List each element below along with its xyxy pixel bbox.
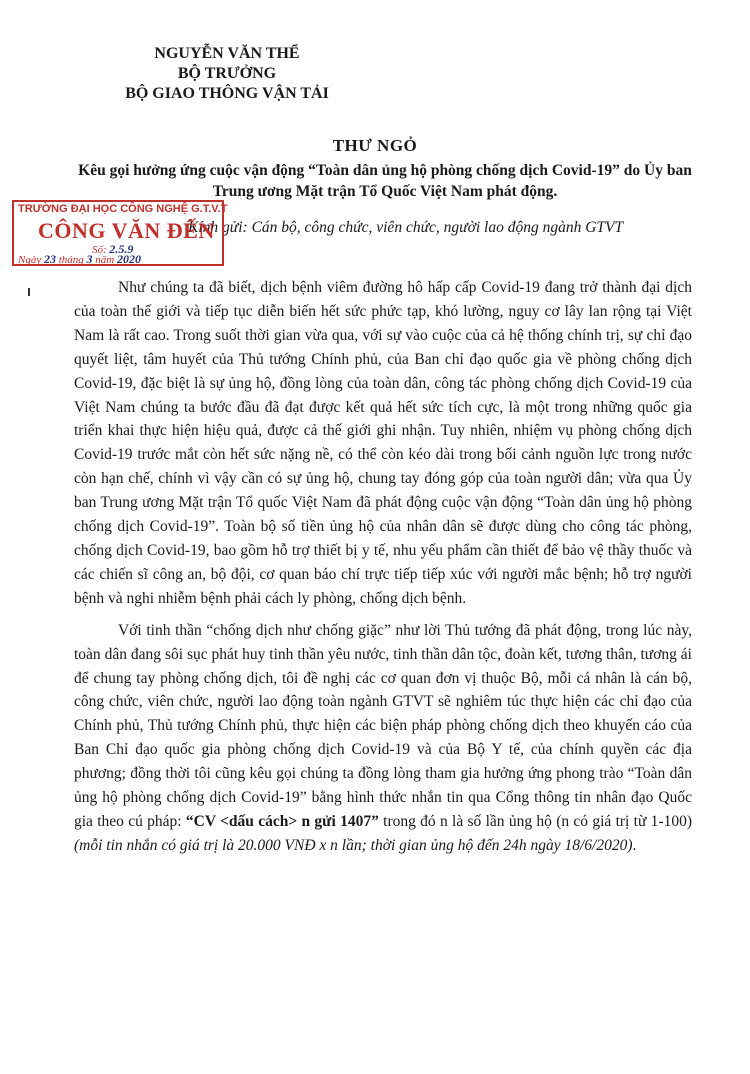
sender-position: BỘ TRƯỞNG: [177, 65, 277, 82]
stamp-number-value: 2.5.9: [109, 242, 134, 256]
letter-subtitle: Kêu gọi hưởng ứng cuộc vận động “Toàn dân ủng hộ phòng chống dịch Covid-19” do Ủy ban Trung ương Mặt trận Tổ Quốc Việt Nam phát động.: [78, 162, 692, 200]
stamp-number-label: Số:: [92, 244, 107, 256]
stamp-date-line: [18, 252, 141, 267]
letter-title: THƯ NGỎ: [332, 136, 418, 155]
paragraph-1: Như chúng ta đã biết, dịch bệnh viêm đường hô hấp cấp Covid-19 đang trở thành đại dịch của toàn thế giới và tiếp tục diễn biến hết sức phức tạp, khó lường, nguy cơ lây lan rộng tại Việt Nam là rất cao. Trong suốt thời gian vừa qua, với sự vào cuộc của cả hệ thống chính trị, sự chỉ đạo quyết liệt, tâm huyết của Thủ tướng Chính phủ, của Ban chỉ đạo quốc gia về phòng chống dịch Covid-19, đặc biệt là sự ủng hộ, đồng lòng của toàn dân, công tác phòng chống dịch Covid-19 của Việt Nam chúng ta bước đầu đã đạt được kết quả hết sức tích cực, là một trong những quốc gia triển khai thực hiện hiệu quả, được cả thế giới ghi nhận. Tuy nhiên, nhiệm vụ phòng chống dịch Covid-19 trước mắt còn hết sức nặng nề, có thể còn kéo dài trong bối cảnh nguồn lực trong nước còn hạn chế, chính vì vậy cần có sự ủng hộ, chung tay đóng góp của toàn người dân; vừa qua Ủy ban Trung ương Mặt trận Tổ quốc Việt Nam đã phát động cuộc vận động “Toàn dân ủng hộ phòng chống dịch Covid-19”. Toàn bộ số tiền ủng hộ của nhân dân sẽ được dùng cho công tác phòng, chống dịch Covid-19, bao gồm hỗ trợ thiết bị y tế, nhu yếu phẩm cần thiết để bảo vệ thầy thuốc và các chiến sĩ công an, bộ đội, cơ quan báo chí trực tiếp tiếp xúc với người mắc bệnh; hỗ trợ người bệnh và nghi nhiễm bệnh phải cách ly phòng, chống dịch bệnh.: [74, 279, 692, 607]
stamp-day: 23: [43, 252, 56, 266]
margin-mark: [28, 288, 30, 296]
paragraph-2-text: Với tinh thần “chống dịch như chống giặc” như lời Thủ tướng đã phát động, trong lúc này, toàn dân đang sôi sục phát huy tinh thần yêu nước, tinh thần dân tộc, đoàn kết, tương thân, tương ái để chung tay phòng chống dịch, tôi đề nghị các cơ quan đơn vị thuộc Bộ, mỗi cá nhân là cán bộ, công chức, viên chức, người lao động toàn ngành GTVT sẽ nghiêm túc thực hiện các chỉ đạo của Chính phủ, Thủ tướng Chính phủ, thực hiện các biện pháp phòng chống dịch theo khuyến cáo của Ban Chỉ đạo quốc gia phòng chống dịch Covid-19 và của Bộ Y tế, của chính quyền các địa phương; đồng thời tôi cũng kêu gọi chúng ta đồng lòng tham gia hưởng ứng phong trào “Toàn dân ủng hộ phòng chống dịch Covid-19” bằng hình thức nhắn tin qua Cổng thông tin nhân đạo Quốc gia theo cú pháp:: [74, 621, 692, 830]
stamp-organization: TRƯỜNG ĐẠI HỌC CÔNG NGHỆ G.T.V.T: [18, 203, 228, 215]
sender-name: NGUYỄN VĂN THỂ: [154, 45, 300, 62]
sms-note: (mỗi tin nhắn có giá trị là 20.000 VNĐ x n lần; thời gian ủng hộ đến 24h ngày 18/6/2020): [74, 836, 633, 854]
stamp-year-label: năm: [95, 254, 115, 266]
paragraph-2-mid: trong đó n là số lần ủng hộ (n có giá trị từ 1-100): [378, 812, 693, 830]
recipient-line: Kính gửi: Cán bộ, công chức, viên chức, người lao động ngành GTVT: [188, 219, 624, 236]
stamp-title: CÔNG VĂN ĐẾN: [38, 218, 215, 243]
sms-syntax: “CV <dấu cách> n gửi 1407”: [185, 812, 379, 830]
letter-body: [74, 276, 692, 866]
incoming-document-stamp: [12, 200, 228, 266]
stamp-month: 3: [86, 252, 93, 266]
stamp-year: 2020: [117, 252, 141, 266]
sender-ministry: BỘ GIAO THÔNG VẬN TẢI: [125, 85, 329, 102]
paragraph-2: [74, 619, 692, 858]
stamp-date-prefix: Ngày: [18, 254, 42, 266]
sender-block: [112, 44, 342, 104]
stamp-month-label: tháng: [58, 254, 84, 266]
paragraph-2-end: .: [632, 836, 637, 854]
